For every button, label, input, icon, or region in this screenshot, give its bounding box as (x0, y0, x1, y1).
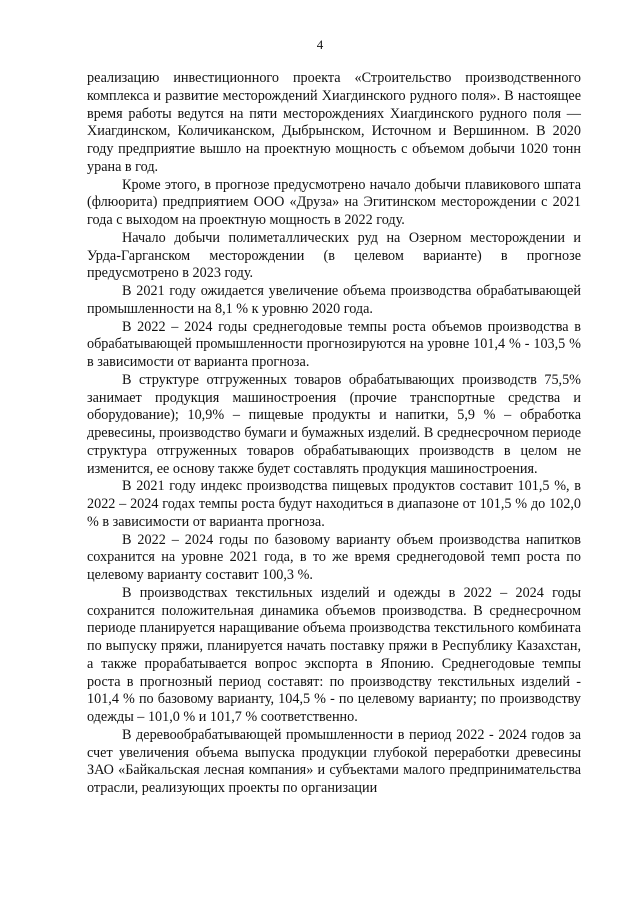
body-text (87, 70, 581, 798)
paragraph-beverages: В 2022 – 2024 годы по базовому варианту объем производства напитков сохранится на уровне 2021 года, в то же время среднегодовой темп роста по целевому варианту составит 100,3 %. (87, 531, 581, 583)
paragraph-textiles: В производствах текстильных изделий и одежды в 2022 – 2024 годы сохранится положительная динамика объемов производства. В среднесрочном периоде планируется наращивание объема производства текстильного комбината по выпуску пряжи, планируется начать поставку пряжи в Республику Казахстан, а также прорабатывается вопрос экспорта в Японию. Среднегодовые темпы роста в прогнозный период составят: по производству текстильных изделий - 101,4 % по базовому варианту, 104,5 % - по целевому варианту; по производству одежды – 101,0 % и 101,7 % соответственно. (87, 584, 581, 725)
page-number: 4 (316, 37, 324, 52)
paragraph-shipment-structure: В структуре отгруженных товаров обрабатывающих производств 75,5% занимает продукция машиностроения (прочие транспортные средства и оборудование); 10,9% – пищевые продукты и напитки, 5,9 % – обработка древесины, производство бумаги и бумажных изделий. В среднесрочном периоде структура отгруженных товаров обрабатывающих производств в целом не изменится, ее основу также будет составлять продукция машиностроения. (87, 371, 581, 477)
paragraph-fluorite-mining: Кроме этого, в прогнозе предусмотрено начало добычи плавикового шпата (флюорита) предприятием ООО «Друза» на Эгитинском месторождении с 2021 года с выходом на проектную мощность в 2022 году. (87, 176, 581, 228)
paragraph-food-production: В 2021 году индекс производства пищевых продуктов составит 101,5 %, в 2022 – 2024 годах темпы роста будут находиться в диапазоне от 101,5 % до 102,0 % в зависимости от варианта прогноза. (87, 478, 581, 530)
paragraph-continuation: реализацию инвестиционного проекта «Строительство производственного комплекса и развитие месторождений Хиагдинского рудного поля». В настоящее время работы ведутся на пяти месторождениях Хиагдинского рудного поля — Хиагдинском, Количиканском, Дыбрынском, Источном и Вершинном. В 2020 году предприятие вышло на проектную мощность с объемом добычи 1020 тонн урана в год. (87, 70, 581, 175)
paragraph-manufacturing-growth: В 2022 – 2024 годы среднегодовые темпы роста объемов производства в обрабатывающей промышленности прогнозируются на уровне 101,4 % - 103,5 % в зависимости от варианта прогноза. (87, 318, 581, 370)
paragraph-manufacturing-2021: В 2021 году ожидается увеличение объема производства обрабатывающей промышленности на 8,1 % к уровню 2020 года. (87, 283, 581, 317)
paragraph-woodworking: В деревообрабатывающей промышленности в период 2022 - 2024 годов за счет увеличения объема выпуска продукции глубокой переработки древесины ЗАО «Байкальская лесная компания» и субъектами малого предпринимательства отрасли, реализующих проекты по организации (87, 726, 581, 796)
paragraph-polymetallic-ores: Начало добычи полиметаллических руд на Озерном месторождении и Урда-Гарганском месторождении (в целевом варианте) в прогнозе предусмотрено в 2023 году. (87, 229, 581, 282)
